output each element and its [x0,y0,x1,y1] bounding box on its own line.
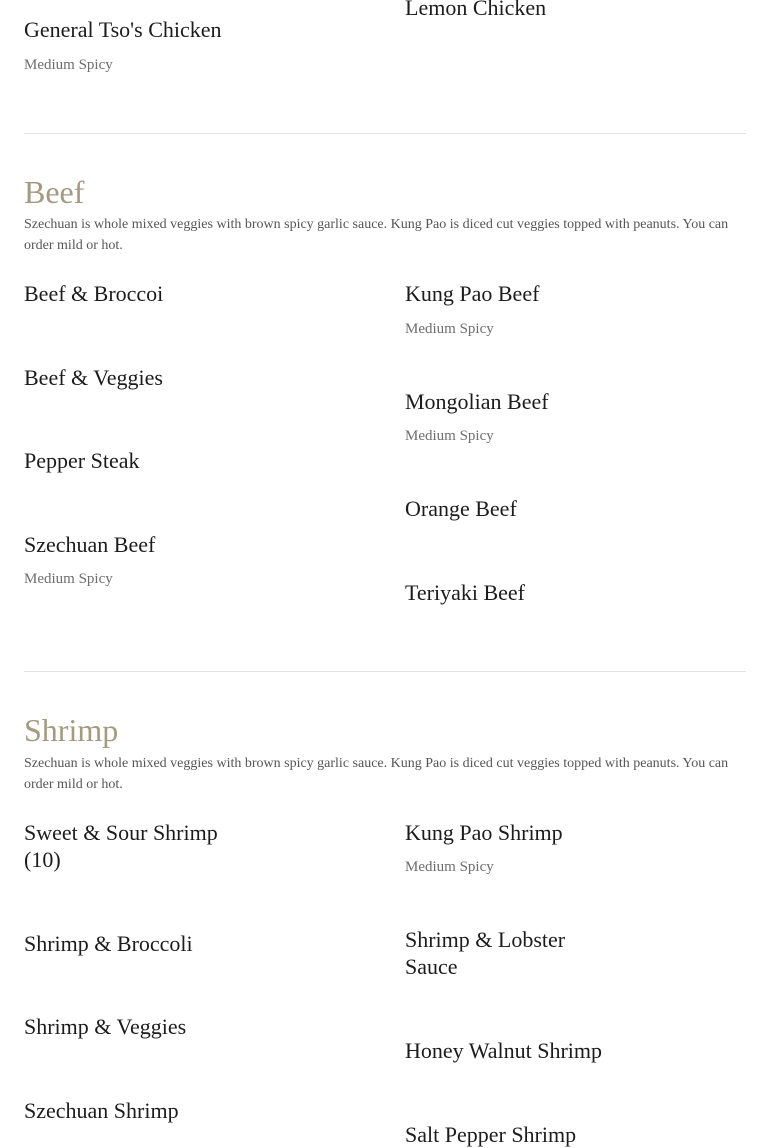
menu-item-name[interactable]: Sweet & Sour Shrimp (10) [24,820,218,872]
menu-item-name[interactable]: Szechuan Shrimp [24,1098,179,1123]
menu-item-name[interactable]: Shrimp & Broccoli [24,931,193,956]
menu-item-name[interactable]: Kung Pao Shrimp [405,820,563,845]
menu-item-note: Medium Spicy [405,859,494,875]
menu-item-name[interactable]: General Tso's Chicken [24,17,222,42]
menu-item-note: Medium Spicy [405,428,494,444]
menu-item-name[interactable]: Beef & Broccoi [24,281,164,306]
section-divider [24,133,746,134]
menu-item-name[interactable]: Shrimp & Lobster Sauce [405,927,566,979]
menu-item-note: Medium Spicy [24,57,113,73]
menu-item-name[interactable]: Honey Walnut Shrimp [405,1038,603,1063]
menu-item-name[interactable]: Beef & Veggies [24,365,163,390]
section-description-shrimp: Szechuan is whole mixed veggies with brown spicy garlic sauce. Kung Pao is diced cut veggies topped with peanuts. You can order mild or hot. [24,756,729,792]
menu-item-name[interactable]: Lemon Chicken [405,0,547,20]
section-title-beef: Beef [24,174,85,210]
menu-item-name[interactable]: Teriyaki Beef [405,580,526,605]
menu-item-name[interactable]: Kung Pao Beef [405,281,540,306]
section-description-beef: Szechuan is whole mixed veggies with brown spicy garlic sauce. Kung Pao is diced cut veggies topped with peanuts. You can order mild or hot. [24,217,729,253]
menu-item-name[interactable]: Shrimp & Veggies [24,1014,187,1039]
menu-item-note: Medium Spicy [24,571,113,587]
menu-item-note: Medium Spicy [405,321,494,337]
section-title-shrimp: Shrimp [24,712,119,748]
menu-item-name[interactable]: Pepper Steak [24,448,140,473]
menu-item-name[interactable]: Salt Pepper Shrimp [405,1122,577,1147]
menu-item-name[interactable]: Mongolian Beef [405,389,549,414]
section-divider [24,671,746,672]
menu-item-name[interactable]: Orange Beef [405,496,517,521]
menu-item-name[interactable]: Szechuan Beef [24,532,156,557]
